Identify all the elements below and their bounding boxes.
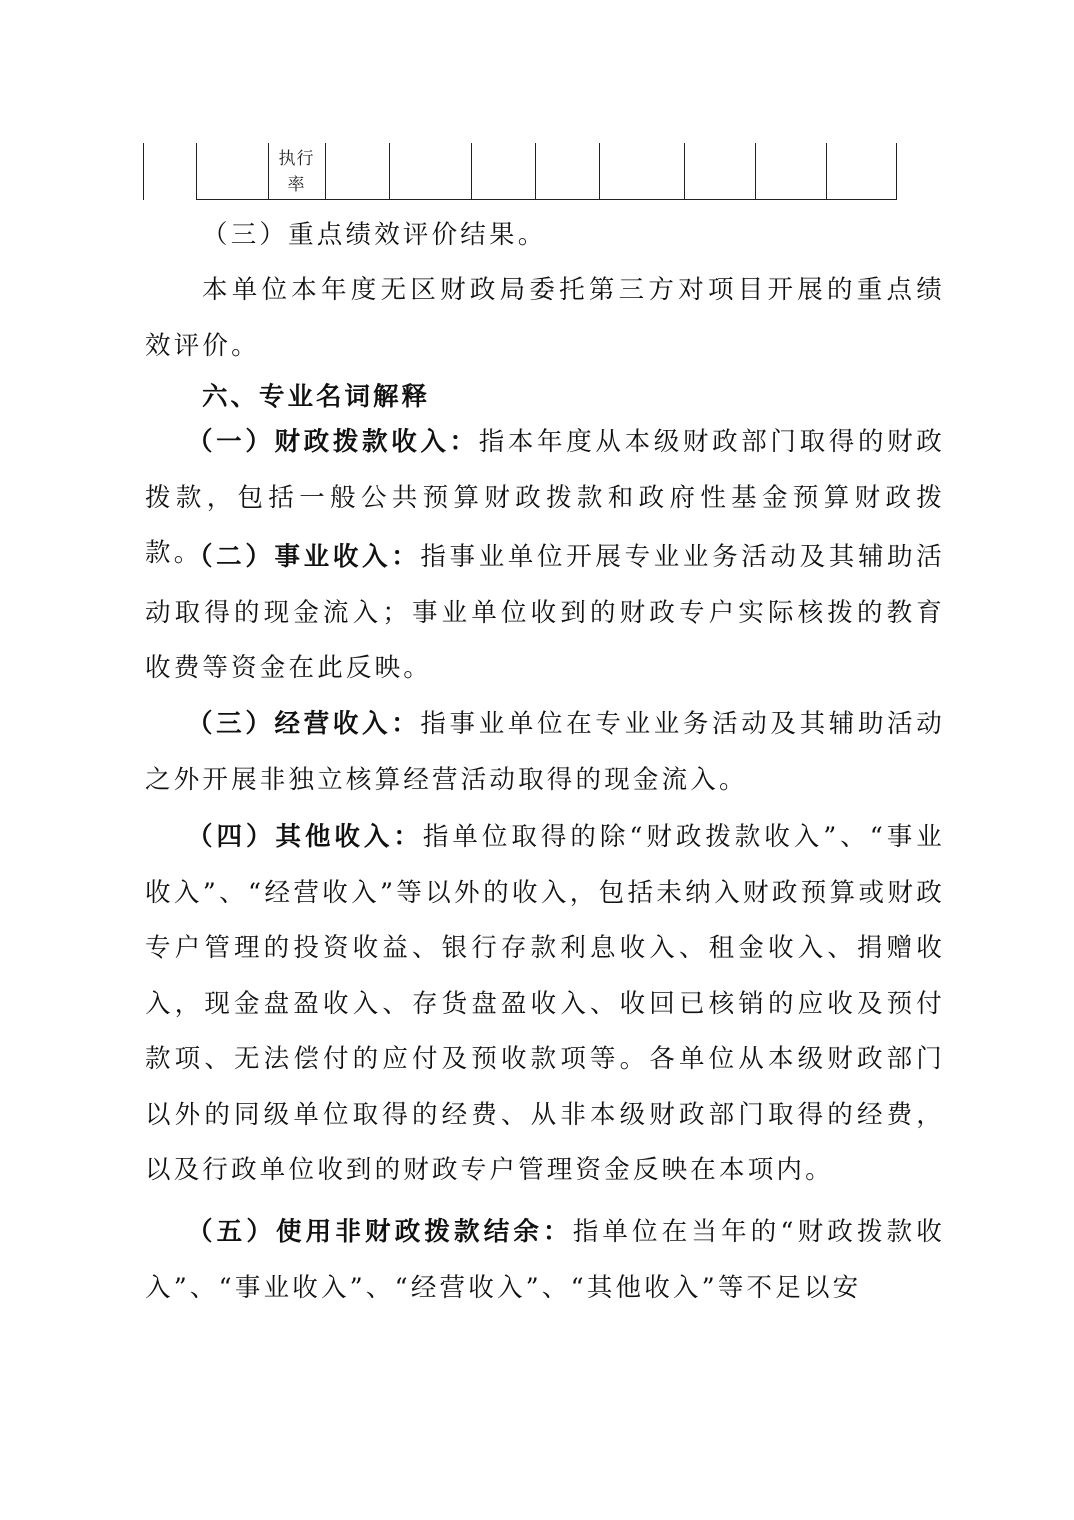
glossary-definition: 指单位取得的除“财政拨款收入”、“事业收入”、“经营收入”等以外的收入，包括未纳入财政预算或财政专户管理的投资收益、银行存款利息收入、租金收入、捐赠收入，现金盘盈收入、存货盘盈收入、收回已核销的应收及预付款项、无法偿付的应付及预收款项等。各单位从本级财政部门以外的同级单位取得的经费、从非本级财政部门取得的经费，以及行政单位收到的财政专户管理资金反映在本项内。 (145, 822, 945, 1185)
glossary-term: （五）使用非财政拨款结余： (187, 1217, 573, 1247)
glossary-item (145, 810, 945, 1199)
glossary-term: （三）经营收入： (187, 709, 421, 739)
table-cell-execution-rate: 执行率 (278, 148, 315, 195)
table-column-divider (755, 143, 756, 200)
section-paragraph-key-evaluation: 本单位本年度无区财政局委托第三方对项目开展的重点绩效评价。 (145, 275, 945, 361)
glossary-term: （二）事业收入： (187, 542, 421, 572)
table-column-divider (684, 143, 685, 200)
table-column-divider (599, 143, 600, 200)
glossary-item (145, 530, 945, 697)
glossary-definition: 指事业单位在专业业务活动及其辅助活动之外开展非独立核算经营活动取得的现金流入。 (145, 709, 945, 795)
glossary-definition: 指单位在当年的“财政拨款收入”、“事业收入”、“经营收入”、“其他收入”等不足以安 (145, 1217, 945, 1303)
chapter-heading-glossary: 六、专业名词解释 (202, 382, 431, 412)
glossary-term: （一）财政拨款收入： (187, 427, 479, 457)
glossary-item (145, 697, 945, 808)
glossary-term: （四）其他收入： (187, 822, 423, 852)
table-column-divider (325, 143, 326, 200)
table-column-divider (826, 143, 827, 200)
glossary-item (145, 1205, 945, 1316)
section-heading-key-evaluation: （三）重点绩效评价结果。 (202, 220, 547, 250)
table-column-divider (196, 143, 197, 200)
table-border-right (896, 143, 897, 200)
performance-table-fragment (143, 143, 897, 200)
glossary-definition: 指事业单位开展专业业务活动及其辅助活动取得的现金流入；事业单位收到的财政专户实际核拨的教育收费等资金在此反映。 (145, 542, 945, 683)
table-column-divider (389, 143, 390, 200)
table-column-divider (535, 143, 536, 200)
table-column-divider (471, 143, 472, 200)
table-border-left (143, 143, 144, 200)
glossary-definition: 指本年度从本级财政部门取得的财政拨款，包括一般公共预算财政拨款和政府性基金预算财政拨款。 (145, 427, 945, 568)
